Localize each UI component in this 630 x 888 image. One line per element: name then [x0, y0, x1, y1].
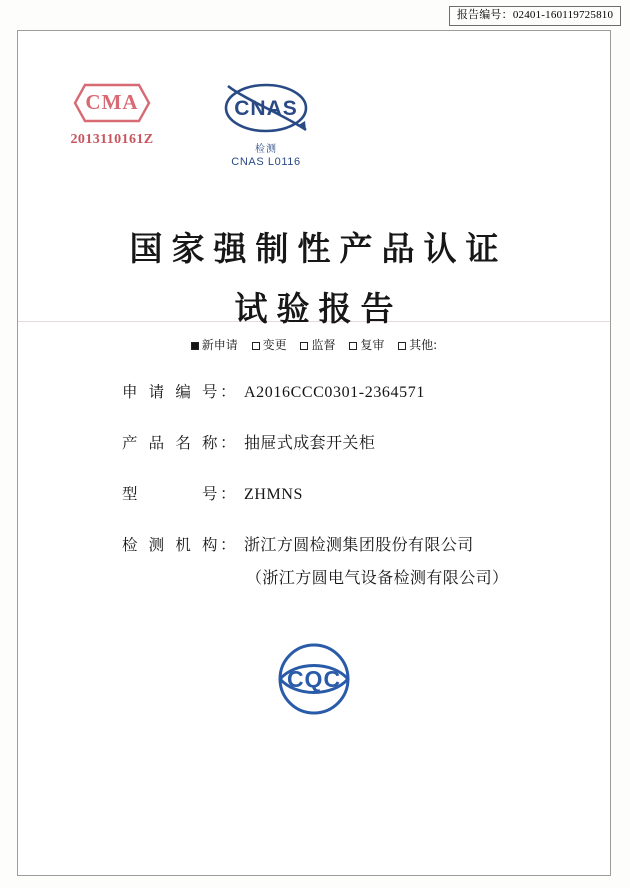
cma-code: 2013110161Z [70, 132, 154, 147]
checkbox-icon[interactable] [191, 342, 199, 350]
certification-marks [18, 83, 610, 203]
application-type-option-3[interactable] [349, 336, 384, 353]
field-label: 产品名称 [122, 434, 218, 452]
field-colon: ： [220, 484, 237, 503]
application-type-option-4[interactable] [398, 336, 437, 353]
field-value-testing-org-sub: （浙江方圆电气设备检测有限公司） [246, 568, 509, 587]
cnas-sub-label: 检测 [255, 144, 277, 155]
application-type-option-2[interactable] [300, 336, 335, 353]
report-number-box [449, 6, 621, 26]
application-type-label: 复审 [360, 338, 385, 352]
document-title-line2: 试验报告 [234, 289, 403, 328]
application-type-row [18, 336, 610, 353]
checkbox-icon[interactable] [398, 342, 406, 350]
cma-icon [73, 83, 151, 123]
field-row-product-name [18, 430, 610, 453]
field-row-testing-org [18, 532, 610, 555]
field-colon: ： [220, 535, 237, 554]
report-number-value: 02401-160119725810 [512, 9, 614, 21]
field-colon: ： [220, 382, 237, 401]
field-row-model [18, 481, 610, 504]
page-border [17, 30, 611, 876]
field-value-testing-org: 浙江方圆检测集团股份有限公司 [244, 535, 474, 554]
cnas-mark-block [186, 77, 346, 168]
cqc-icon [266, 631, 362, 727]
field-row-application-no [18, 379, 610, 402]
cnas-icon [186, 77, 346, 144]
application-type-label: 其他: [409, 338, 438, 352]
checkbox-icon[interactable] [300, 342, 308, 350]
application-type-option-0[interactable] [191, 336, 238, 353]
application-type-label: 变更 [262, 338, 287, 352]
cqc-seal [18, 631, 610, 732]
svg-text:CNAS: CNAS [234, 97, 298, 120]
application-type-label: 新申请 [201, 338, 238, 352]
field-value-application-no: A2016CCC0301-2364571 [244, 384, 425, 401]
document-title-line1: 国家强制性产品认证 [129, 229, 508, 268]
checkbox-icon[interactable] [252, 342, 260, 350]
report-number-label: 报告编号： [456, 9, 513, 21]
field-label: 申请编号 [122, 383, 218, 401]
field-list [18, 379, 610, 616]
field-label: 型 号 [122, 485, 218, 503]
svg-text:CQC: CQC [286, 666, 342, 692]
cnas-code: CNAS L0116 [231, 156, 301, 168]
checkbox-icon[interactable] [349, 342, 357, 350]
field-value-model: ZHMNS [244, 486, 304, 503]
cma-mark-block [42, 83, 182, 148]
application-type-label: 监督 [311, 338, 336, 352]
field-label: 检测机构 [122, 536, 218, 554]
field-value-product-name: 抽屉式成套开关柜 [244, 433, 376, 452]
application-type-option-1[interactable] [252, 336, 287, 353]
cma-text: CMA [85, 90, 139, 114]
cqc-text [362, 631, 363, 632]
field-colon: ： [220, 433, 237, 452]
